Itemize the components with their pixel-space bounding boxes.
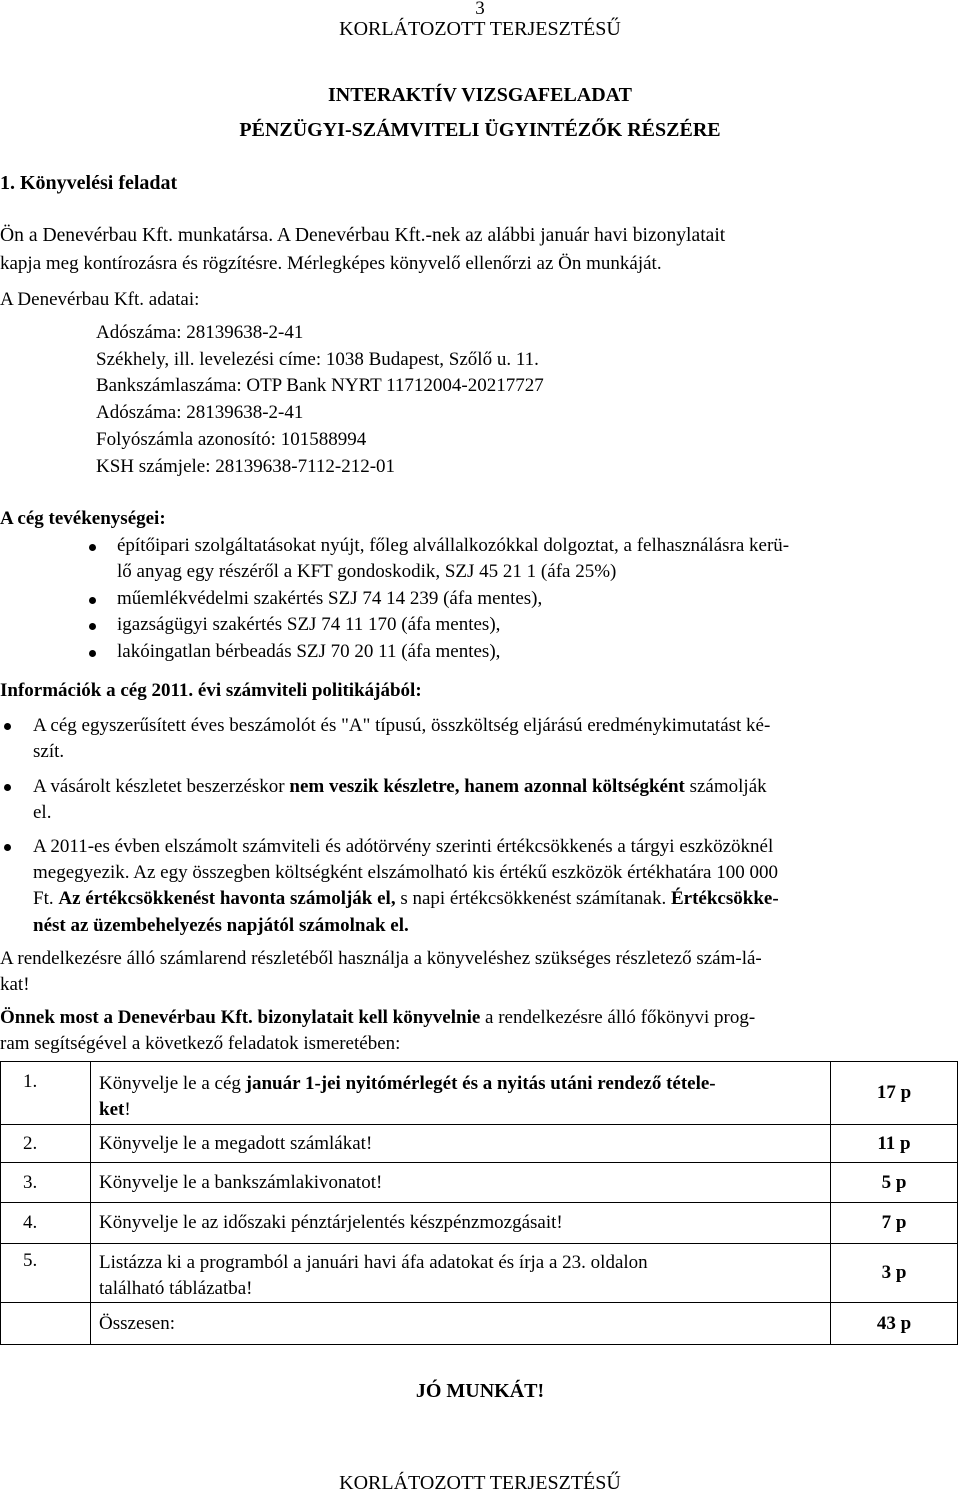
- policy-3-line-2: megegyezik. Az egy összegben költségként elszámolható kis értékű eszközök értékhatára 100 000: [33, 862, 778, 883]
- activities-heading: A cég tevékenységei:: [0, 508, 166, 529]
- bullet-icon: [4, 844, 11, 851]
- closing-text: JÓ MUNKÁT!: [415, 1380, 545, 1402]
- policy-heading: Információk a cég 2011. évi számviteli politikájából:: [0, 680, 422, 701]
- page-number: 3: [475, 0, 485, 19]
- instructions-line-4: ram segítségével a következő feladatok ismeretében:: [0, 1033, 401, 1054]
- table-row: [1, 1244, 958, 1303]
- bullet-icon: [4, 723, 11, 730]
- company-current-account: Folyószámla azonosító: 101588994: [96, 429, 367, 450]
- company-tax-number-2: Adószáma: 28139638-2-41: [96, 402, 304, 423]
- total-number-cell: [1, 1303, 91, 1345]
- company-ksh-code: KSH számjele: 28139638-7112-212-01: [96, 456, 396, 477]
- task-number: 4.: [1, 1203, 91, 1244]
- task-text: Könyvelje le a cég január 1-jei nyitómérlegét és a nyitás utáni rendező tétele- ket!: [91, 1062, 831, 1125]
- intro-line-2: kapja meg kontírozásra és rögzítésre. Mérlegképes könyvelő ellenőrzi az Ön munkáját.: [0, 253, 662, 274]
- company-tax-number: Adószáma: 28139638-2-41: [96, 322, 304, 343]
- activity-2: műemlékvédelmi szakértés SZJ 74 14 239 (áfa mentes),: [117, 588, 543, 609]
- task-points: 7 p: [831, 1203, 958, 1244]
- task-points: 5 p: [831, 1163, 958, 1203]
- restriction-header: KORLÁTOZOTT TERJESZTÉSŰ: [339, 18, 621, 40]
- task-number: 3.: [1, 1163, 91, 1203]
- exam-title-2: PÉNZÜGYI-SZÁMVITELI ÜGYINTÉZŐK RÉSZÉRE: [239, 119, 721, 141]
- company-heading: A Denevérbau Kft. adatai:: [0, 289, 200, 310]
- company-address: Székhely, ill. levelezési címe: 1038 Budapest, Szőlő u. 11.: [96, 349, 539, 370]
- table-row: [1, 1163, 958, 1203]
- total-points: 43 p: [831, 1303, 958, 1345]
- total-label: Összesen:: [91, 1303, 831, 1345]
- bullet-icon: [89, 623, 96, 630]
- exam-title-1: INTERAKTÍV VIZSGAFELADAT: [328, 84, 632, 106]
- company-bank-account: Bankszámlaszáma: OTP Bank NYRT 11712004-20217727: [96, 375, 544, 396]
- table-row: [1, 1125, 958, 1163]
- intro-line-1: Ön a Denevérbau Kft. munkatársa. A Denevérbau Kft.-nek az alábbi január havi bizonylatait: [0, 225, 726, 246]
- task-points: 3 p: [831, 1244, 958, 1303]
- policy-1-line-2: szít.: [33, 741, 65, 762]
- table-row: [1, 1203, 958, 1244]
- activity-1-line-1: építőipari szolgáltatásokat nyújt, főleg alvállalkozókkal dolgoztat, a felhasználásra kerü-: [117, 535, 790, 556]
- task-number: 5.: [1, 1244, 91, 1303]
- bullet-icon: [89, 597, 96, 604]
- policy-3-line-4: nést az üzembehelyezés napjától számolnak el.: [33, 915, 409, 936]
- policy-1-line-1: A cég egyszerűsített éves beszámolót és "A" típusú, összköltség eljárású eredménykimutatást ké-: [33, 715, 771, 736]
- activity-4: lakóingatlan bérbeadás SZJ 70 20 11 (áfa mentes),: [117, 641, 501, 662]
- instructions-line-1: A rendelkezésre álló számlarend részletéből használja a könyveléshez szükséges részletező szám-lá-: [0, 948, 762, 969]
- table-row: [1, 1062, 958, 1125]
- task-table: [0, 1061, 958, 1345]
- bullet-icon: [4, 784, 11, 791]
- bullet-icon: [89, 650, 96, 657]
- activity-1-line-2: lő anyag egy részéről a KFT gondoskodik, SZJ 45 21 1 (áfa 25%): [117, 561, 617, 582]
- instructions-line-3: Önnek most a Denevérbau Kft. bizonylatait kell könyvelnie a rendelkezésre álló főkönyvi prog-: [0, 1007, 756, 1028]
- table-row: [1, 1303, 958, 1345]
- policy-2-line-1: A vásárolt készletet beszerzéskor nem veszik készletre, hanem azonnal költségként számolják: [33, 776, 767, 797]
- restriction-footer: KORLÁTOZOTT TERJESZTÉSŰ: [339, 1472, 621, 1494]
- task-number: 2.: [1, 1125, 91, 1163]
- activity-3: igazságügyi szakértés SZJ 74 11 170 (áfa mentes),: [117, 614, 501, 635]
- section-title: 1. Könyvelési feladat: [0, 172, 178, 194]
- task-points: 17 p: [831, 1062, 958, 1125]
- task-text: Könyvelje le az időszaki pénztárjelentés készpénzmozgásait!: [91, 1203, 831, 1244]
- task-number: 1.: [1, 1062, 91, 1125]
- instructions-line-2: kat!: [0, 974, 30, 995]
- bullet-icon: [89, 544, 96, 551]
- task-text: Könyvelje le a bankszámlakivonatot!: [91, 1163, 831, 1203]
- policy-2-line-2: el.: [33, 802, 52, 823]
- policy-3-line-3: Ft. Az értékcsökkenést havonta számolják el, s napi értékcsökkenést számítanak. Értékcsökke-: [33, 888, 779, 909]
- task-text: Könyvelje le a megadott számlákat!: [91, 1125, 831, 1163]
- task-text: Listázza ki a programból a januári havi áfa adatokat és írja a 23. oldalon található táblázatba!: [91, 1244, 831, 1303]
- task-points: 11 p: [831, 1125, 958, 1163]
- policy-3-line-1: A 2011-es évben elszámolt számviteli és adótörvény szerinti értékcsökkenés a tárgyi eszközöknél: [33, 836, 774, 857]
